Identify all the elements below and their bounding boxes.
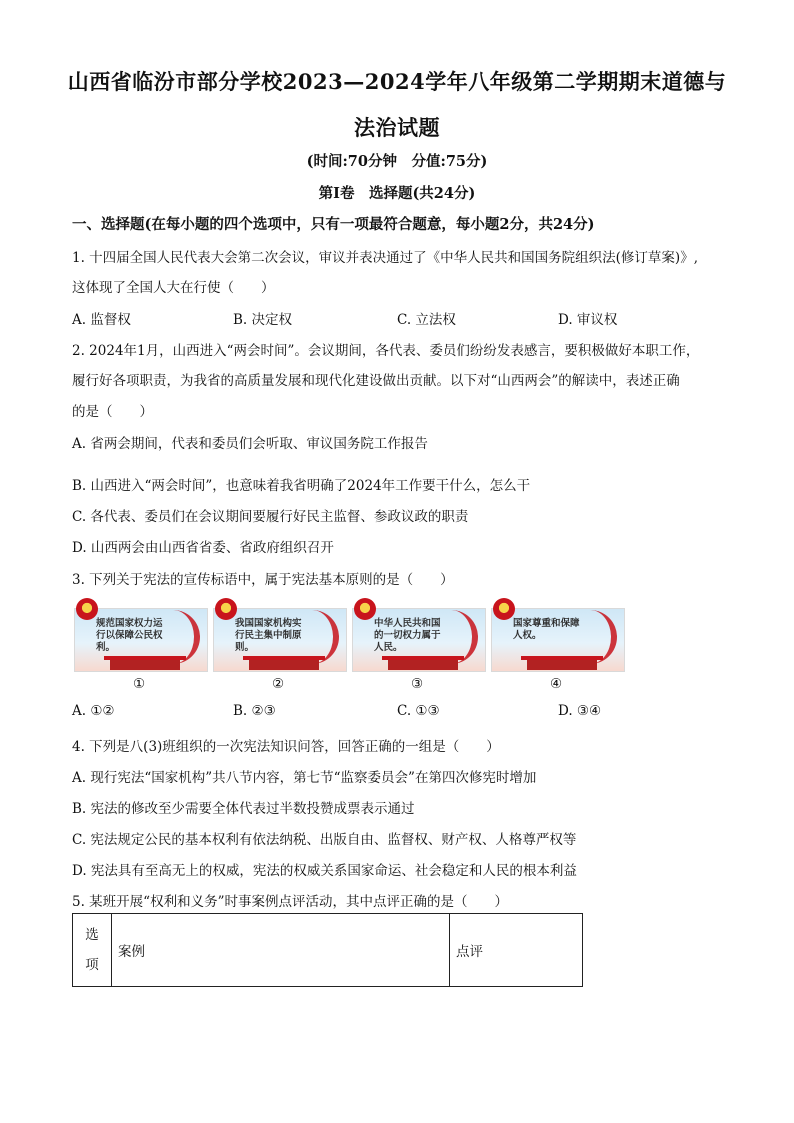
question-3-stem: 3. 下列关于宪法的宣传标语中，属于宪法基本原则的是（ ） (72, 572, 454, 588)
national-emblem-icon (493, 598, 515, 620)
question-2-option-d: D. 山西两会由山西省省委、省政府组织召开 (72, 540, 334, 556)
slogan-text-3: 中华人民共和国的一切权力属于人民。 (374, 618, 441, 653)
question-2-stem-line-3: 的是（ ） (72, 404, 153, 420)
question-2-option-c: C. 各代表、委员们在会议期间要履行好民主监督、参政议政的职责 (72, 509, 469, 525)
slogan-text-2: 我国国家机构实行民主集中制原则。 (235, 618, 302, 653)
header-option-char-1: 选 (85, 927, 99, 943)
question-2-stem-line-2: 履行好各项职责，为我省的高质量发展和现代化建设做出贡献。以下对“山西两会”的解读中，表述正确 (72, 373, 680, 389)
table-row (73, 914, 583, 987)
section-heading: 一、选择题(在每小题的四个选项中，只有一项最符合题意，每小题2分，共24分) (72, 216, 595, 233)
question-2-option-b: B. 山西进入“两会时间”，也意味着我省明确了2024年工作要干什么，怎么干 (72, 478, 531, 494)
question-1-stem-line-1: 1. 十四届全国人民代表大会第二次会议，审议并表决通过了《中华人民共和国国务院组织法(修订草案)》, (72, 250, 698, 266)
question-4-option-d: D. 宪法具有至高无上的权威，宪法的权威关系国家命运、社会稳定和人民的根本利益 (72, 863, 577, 879)
table-header-case: 案例 (112, 914, 450, 987)
question-1-stem-line-2: 这体现了全国人大在行使（ ） (72, 280, 275, 296)
question-4-option-a: A. 现行宪法“国家机构”共八节内容，第七节“监察委员会”在第四次修宪时增加 (72, 770, 537, 786)
question-4-option-c: C. 宪法规定公民的基本权利有依法纳税、出版自由、监督权、财产权、人格尊严权等 (72, 832, 577, 848)
question-1-option-d: D. 审议权 (558, 312, 618, 328)
gate-tower-icon (527, 660, 597, 670)
volume-heading: 第Ⅰ卷 选择题(共24分) (318, 185, 476, 202)
national-emblem-icon (215, 598, 237, 620)
poster-number-3: ③ (411, 676, 424, 692)
header-option-char-2: 项 (85, 957, 99, 973)
question-2-option-a: A. 省两会期间，代表和委员们会听取、审议国务院工作报告 (72, 436, 428, 452)
question-3-option-a: A. ①② (72, 703, 115, 719)
slogan-text-1: 规范国家权力运行以保障公民权利。 (96, 618, 163, 653)
question-4-option-b: B. 宪法的修改至少需要全体代表过半数投赞成票表示通过 (72, 801, 415, 817)
time-score-info: (时间:70分钟 分值:75分) (306, 153, 488, 170)
question-2-stem-line-1: 2. 2024年1月，山西进入“两会时间”。会议期间，各代表、委员们纷纷发表感言，要积极做好本职工作， (72, 343, 700, 359)
gate-tower-icon (388, 660, 458, 670)
slogan-poster-1 (74, 596, 206, 678)
question-1-option-a: A. 监督权 (72, 312, 131, 328)
slogan-poster-2 (213, 596, 345, 678)
table-header-comment: 点评 (450, 914, 583, 987)
exam-title-line-1: 山西省临汾市部分学校2023—2024学年八年级第二学期期末道德与 (67, 69, 727, 94)
slogan-text-4: 国家尊重和保障人权。 (513, 618, 580, 641)
poster-number-1: ① (133, 676, 146, 692)
question-4-stem: 4. 下列是八(3)班组织的一次宪法知识问答，回答正确的一组是（ ） (72, 739, 500, 755)
question-1-option-b: B. 决定权 (233, 312, 293, 328)
question-3-option-d: D. ③④ (558, 703, 602, 719)
case-table (72, 913, 583, 987)
table-header-option (73, 914, 112, 987)
poster-number-2: ② (272, 676, 285, 692)
national-emblem-icon (354, 598, 376, 620)
exam-title-line-2: 法治试题 (354, 115, 440, 140)
gate-tower-icon (249, 660, 319, 670)
question-3-option-c: C. ①③ (397, 703, 440, 719)
national-emblem-icon (76, 598, 98, 620)
question-3-option-b: B. ②③ (233, 703, 276, 719)
slogan-poster-4 (491, 596, 623, 678)
question-1-option-c: C. 立法权 (397, 312, 456, 328)
gate-tower-icon (110, 660, 180, 670)
poster-number-4: ④ (550, 676, 563, 692)
question-5-stem: 5. 某班开展“权利和义务”时事案例点评活动，其中点评正确的是（ ） (72, 894, 508, 910)
slogan-poster-3 (352, 596, 484, 678)
